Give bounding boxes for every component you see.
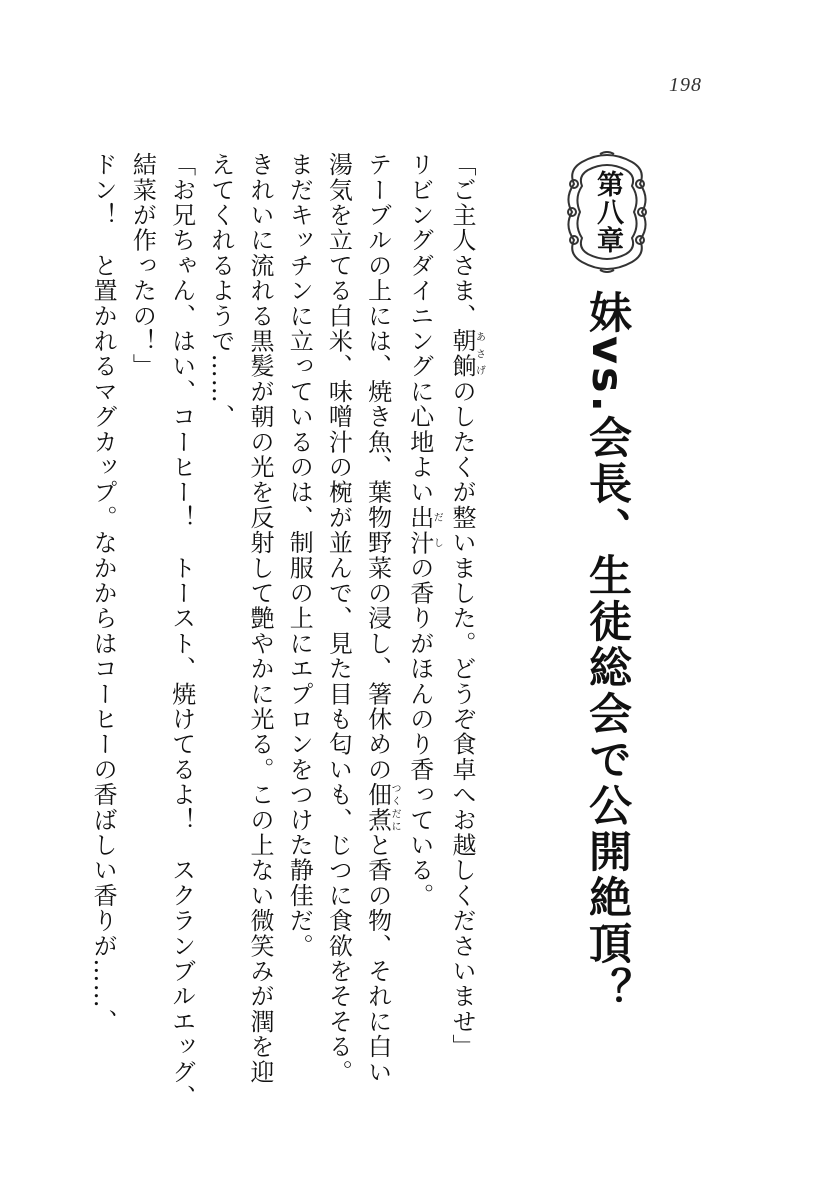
text-line-5: まだキッチンに立っているのは、制服の上にエプロンをつけた静佳だ。	[285, 152, 314, 959]
chapter-emblem	[562, 148, 652, 276]
text-line-7: えてくれるようで……、	[206, 152, 235, 430]
text-line-3	[357, 152, 399, 1172]
ruby-reading: つくだに	[389, 782, 401, 833]
text-line-2	[400, 152, 442, 1172]
text-line-6: きれいに流れる黒髪が朝の光を反射して艶やかに光る。この上ない微笑みが潤を迎	[245, 152, 274, 1085]
ruby-base: 出汁	[405, 504, 434, 556]
text-line-10: ドン！ と置かれるマグカップ。なかからはコーヒーの香ばしい香りが……、	[89, 152, 118, 1034]
page-number: 198	[669, 74, 702, 96]
ruby-word	[448, 328, 485, 379]
ruby-base: 朝餉	[448, 328, 476, 379]
chapter-label: 第八章	[592, 170, 623, 254]
text-line-9: 結菜が作ったの！」	[128, 152, 157, 379]
ruby-word	[363, 782, 401, 833]
text-segment: リビングダイニングに心地よい	[405, 152, 434, 505]
ruby-reading: あさげ	[473, 328, 485, 379]
text-line-8: 「お兄ちゃん、はい、コーヒー！ トースト、焼けてるよ！ スクランブルエッグ、	[167, 152, 196, 1110]
text-line-1	[442, 152, 484, 1172]
text-segment: のしたくが整いました。どうぞ食卓へお越しくださいませ」	[448, 378, 476, 1060]
text-segment: 「ご主人さま、	[448, 152, 476, 329]
text-line-4: 湯気を立てる白米、味噌汁の椀が並んで、見た目も匂いも、じつに食欲をそそる。	[324, 152, 353, 1085]
text-segment: と香の物、それに白い	[363, 832, 392, 1085]
text-segment: テーブルの上には、焼き魚、葉物野菜の浸し、箸休めの	[363, 152, 392, 782]
ruby-reading: だし	[431, 504, 443, 556]
text-segment: の香りがほんのり香っている。	[405, 555, 434, 909]
body-text	[89, 152, 485, 1172]
chapter-title: 妹vs.会長、生徒総会で公開絶頂？	[582, 290, 632, 1013]
ruby-word	[405, 504, 443, 556]
ruby-base: 佃煮	[363, 782, 392, 833]
